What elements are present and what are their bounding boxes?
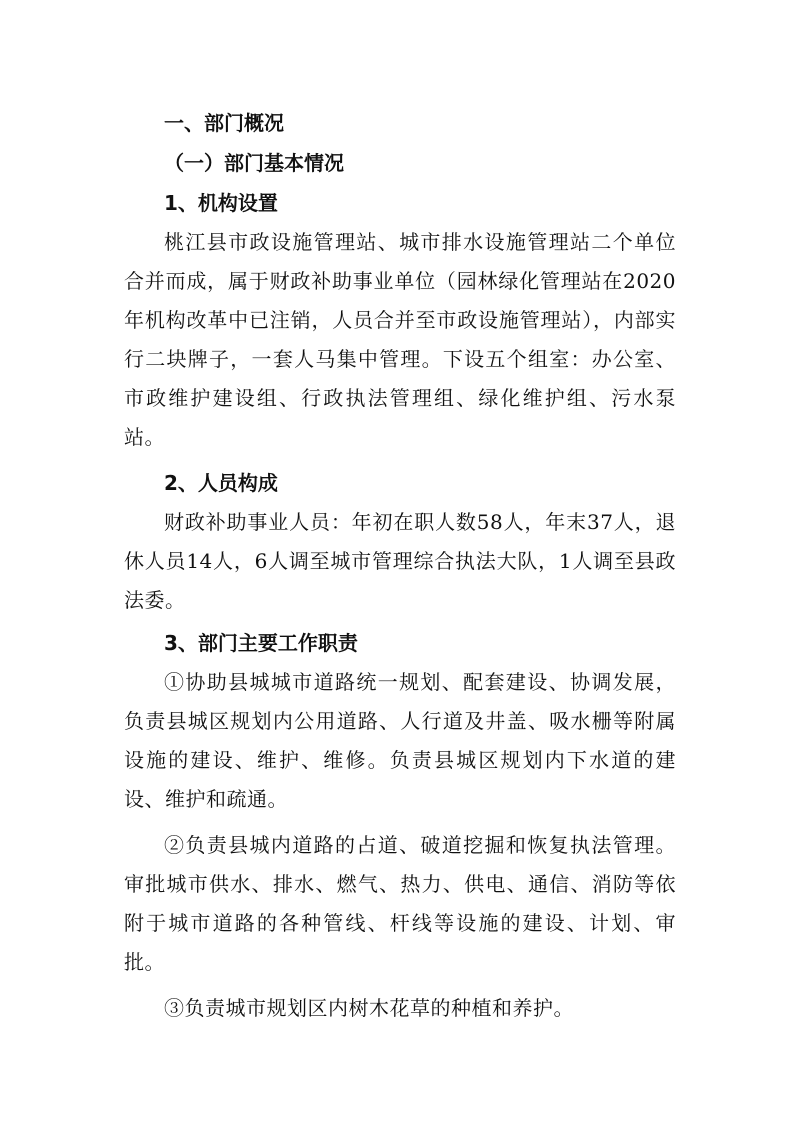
section-title-overview: 一、部门概况 — [164, 111, 284, 135]
paragraph-staff: 财政补助事业人员：年初在职人数58人，年末37人，退休人员14人，6人调至城市管理综合执法大队，1人调至县政法委。 — [124, 510, 676, 612]
paragraph-organization: 桃江县市政设施管理站、城市排水设施管理站二个单位合并而成，属于财政补助事业单位（园林绿化管理站在2020年机构改革中已注销，人员合并至市政设施管理站），内部实行二块牌子，一套人马集中管理。下设五个组室：办公室、市政维护建设组、行政执法管理组、绿化维护组、污水泵站。 — [124, 230, 676, 449]
paragraph-duty-2: ②负责县城内道路的占道、破道挖掘和恢复执法管理。审批城市供水、排水、燃气、热力、供电、通信、消防等依附于城市道路的各种管线、杆线等设施的建设、计划、审批。 — [124, 833, 676, 974]
item-title-staff: 2、人员构成 — [164, 471, 278, 495]
subsection-title-basic-info: （一）部门基本情况 — [164, 151, 344, 175]
item-title-duties: 3、部门主要工作职责 — [164, 631, 358, 655]
paragraph-duty-3: ③负责城市规划区内树木花草的种植和养护。 — [164, 996, 574, 1020]
paragraph-duty-1: ①协助县城城市道路统一规划、配套建设、协调发展，负责县城区规划内公用道路、人行道及井盖、吸水栅等附属设施的建设、维护、维修。负责县城区规划内下水道的建设、维护和疏通。 — [124, 670, 676, 811]
item-title-organization: 1、机构设置 — [164, 191, 278, 215]
document-content — [124, 104, 676, 1028]
